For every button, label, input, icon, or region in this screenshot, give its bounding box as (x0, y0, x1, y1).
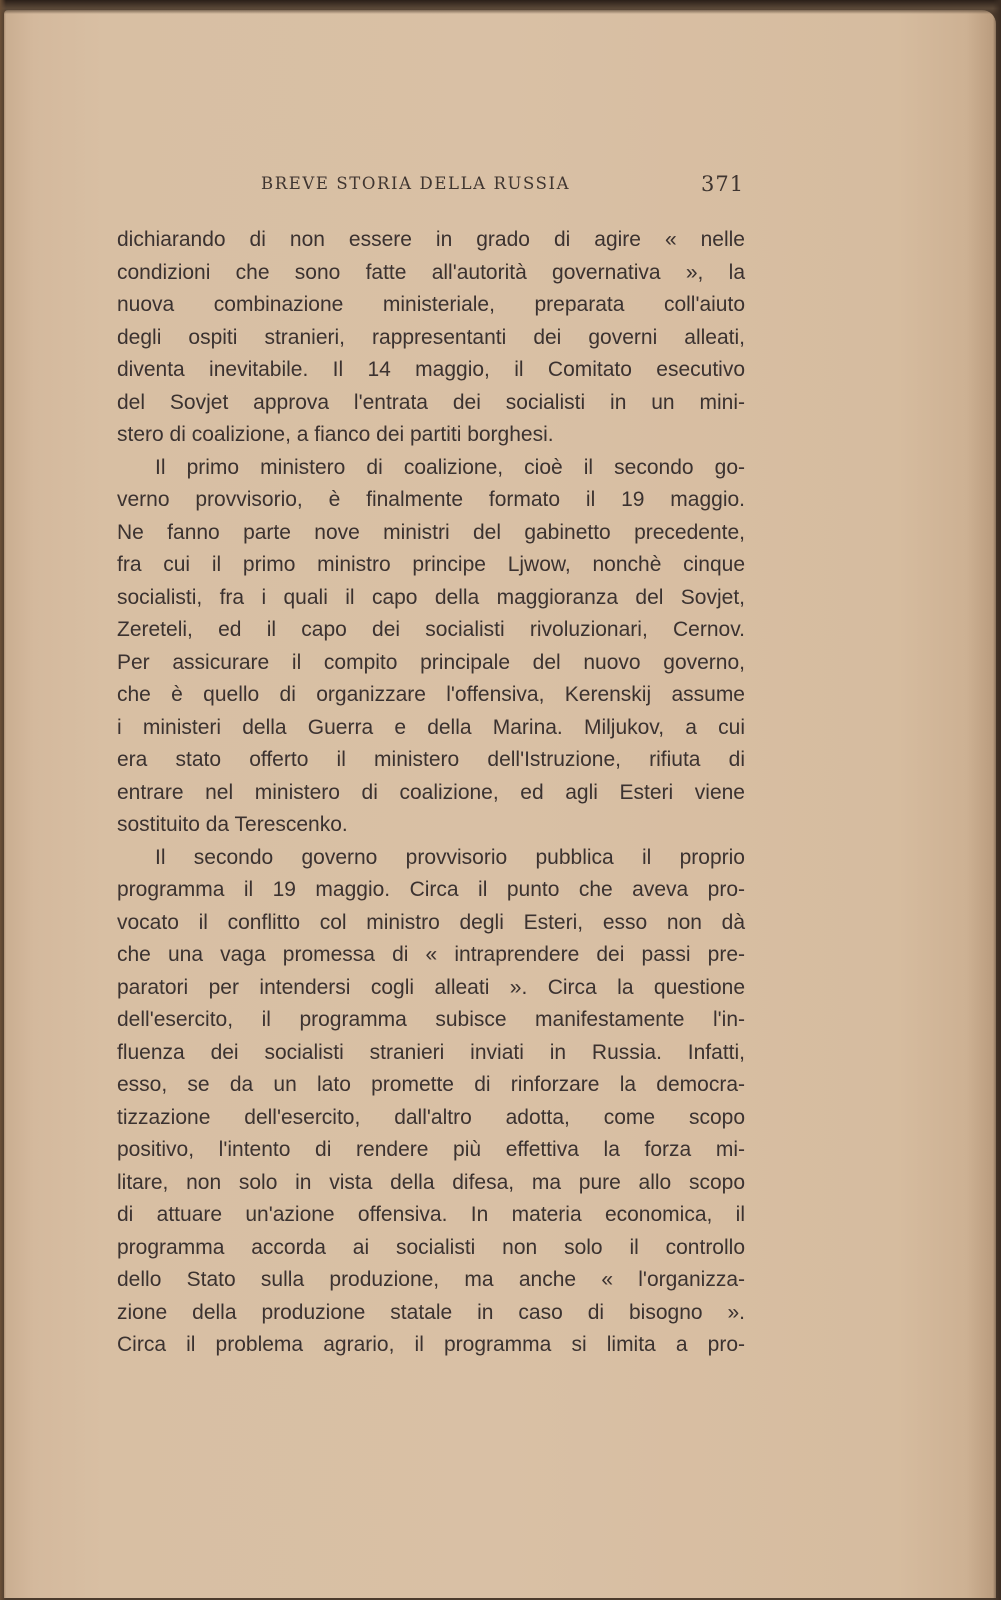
text-line: di attuare un'azione offensiva. In materia economica, il (117, 1203, 745, 1226)
text-line: programma il 19 maggio. Circa il punto che aveva pro- (117, 878, 745, 901)
text-line: fluenza dei socialisti stranieri inviati in Russia. Infatti, (117, 1040, 745, 1064)
text-line: condizioni che sono fatte all'autorità governativa », la (117, 260, 745, 284)
text-line: dell'esercito, il programma subisce manifestamente l'in- (117, 1008, 745, 1031)
text-line: degli ospiti stranieri, rappresentanti dei governi alleati, (117, 325, 745, 349)
text-line: programma accorda ai socialisti non solo il controllo (117, 1235, 745, 1259)
text-line: tizzazione dell'esercito, dall'altro adotta, come scopo (117, 1105, 745, 1129)
text-line: Per assicurare il compito principale del nuovo governo, (117, 650, 745, 674)
running-head (116, 172, 756, 202)
text-line: vocato il conflitto col ministro degli Esteri, esso non dà (117, 910, 745, 934)
text-line: fra cui il primo ministro principe Ljwow, nonchè cinque (117, 553, 745, 576)
text-line: socialisti, fra i quali il capo della maggioranza del Sovjet, (117, 585, 745, 609)
text-line: nuova combinazione ministeriale, preparata coll'aiuto (117, 293, 745, 316)
body-text (117, 224, 745, 1362)
text-line: entrare nel ministero di coalizione, ed agli Esteri viene (117, 780, 745, 804)
text-line: del Sovjet approva l'entrata dei socialisti in un mini- (117, 390, 745, 414)
text-line: litare, non solo in vista della difesa, ma pure allo scopo (117, 1170, 745, 1194)
text-line: stero di coalizione, a fianco dei partiti borghesi. (117, 423, 554, 446)
text-line: dichiarando di non essere in grado di agire « nelle (117, 228, 745, 251)
text-line: sostituito da Terescenko. (117, 813, 348, 836)
page-left-shadow (0, 0, 6, 1600)
text-line: positivo, l'intento di rendere più effettiva la forza mi- (117, 1138, 745, 1161)
text-line: Zereteli, ed il capo dei socialisti rivoluzionari, Cernov. (117, 618, 745, 641)
text-line: diventa inevitabile. Il 14 maggio, il Comitato esecutivo (117, 358, 745, 381)
page-right-shadow (993, 0, 1001, 1600)
running-title: BREVE STORIA DELLA RUSSIA (261, 174, 571, 193)
text-line: era stato offerto il ministero dell'Istruzione, rifiuta di (117, 748, 745, 771)
text-line: dello Stato sulla produzione, ma anche « l'organizza- (117, 1268, 745, 1291)
text-line: paratori per intendersi cogli alleati ». Circa la questione (117, 975, 745, 999)
text-line: i ministeri della Guerra e della Marina. Miljukov, a cui (117, 715, 745, 739)
text-line: esso, se da un lato promette di rinforzare la democra- (117, 1073, 745, 1096)
paragraph-start-line: Il primo ministero di coalizione, cioè il secondo go- (155, 455, 745, 479)
paragraph-start-line: Il secondo governo provvisorio pubblica il proprio (155, 845, 745, 869)
text-line: che una vaga promessa di « intraprendere dei passi pre- (117, 943, 745, 966)
paper-sheet (4, 10, 996, 1598)
text-line: che è quello di organizzare l'offensiva, Kerenskij assume (117, 683, 745, 706)
page-number: 371 (701, 172, 745, 196)
text-line: Ne fanno parte nove ministri del gabinetto precedente, (117, 520, 745, 544)
text-line: Circa il problema agrario, il programma si limita a pro- (117, 1333, 745, 1356)
text-line: verno provvisorio, è finalmente formato il 19 maggio. (117, 488, 745, 511)
page-top-shadow (0, 0, 1001, 14)
text-line: zione della produzione statale in caso di bisogno ». (117, 1300, 745, 1324)
